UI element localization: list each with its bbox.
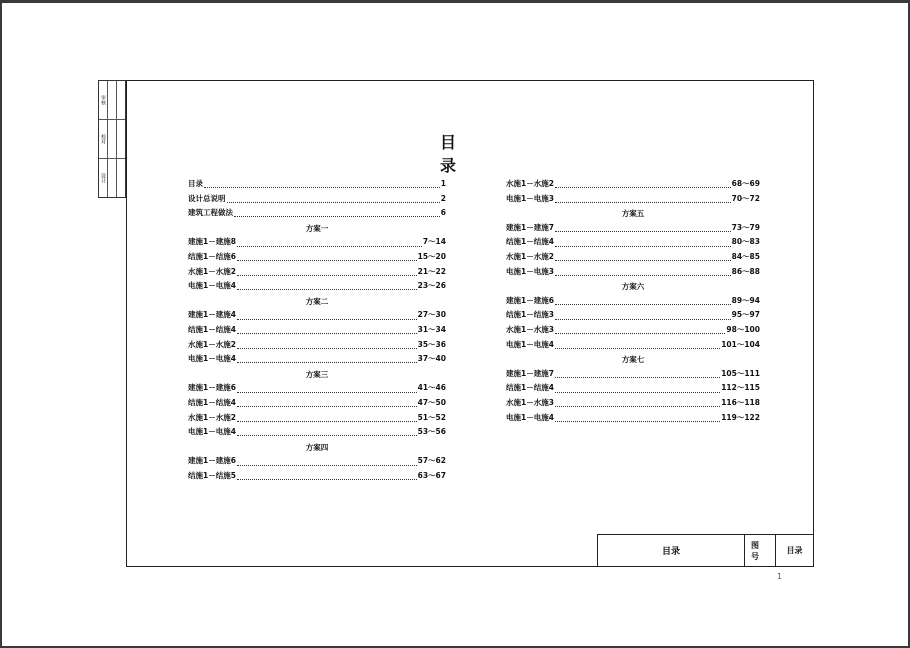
toc-entry [188, 178, 446, 193]
toc-entry [506, 397, 760, 412]
toc-leader-dots [237, 284, 417, 290]
toc-entry-label: 电施1－电施4 [506, 339, 554, 349]
toc-section-heading: 方案四 [305, 442, 329, 452]
toc-leader-dots [237, 255, 417, 261]
toc-entry-page: 84～85 [731, 251, 760, 261]
signature-cell [108, 120, 116, 159]
toc-entry [506, 324, 760, 339]
signature-column [99, 81, 108, 197]
toc-entry-label: 结施1－结施6 [188, 251, 236, 261]
toc-entry [506, 368, 760, 383]
toc-leader-dots [555, 416, 720, 422]
toc-entry [188, 397, 446, 412]
toc-entry [188, 193, 446, 208]
toc-section-heading: 方案三 [305, 369, 329, 379]
toc-entry-page: 57～62 [417, 456, 446, 466]
toc-entry-page: 89～94 [731, 295, 760, 305]
toc-entry [188, 455, 446, 470]
toc-entry-page: 21～22 [417, 266, 446, 276]
toc-entry-label: 水施1－水施3 [506, 324, 554, 334]
toc-entry [506, 193, 760, 208]
signature-cell: 校对 [99, 120, 107, 159]
toc-leader-dots [555, 328, 725, 334]
toc-entry [188, 324, 446, 339]
toc-entry [188, 280, 446, 295]
toc-entry-label: 结施1－结施5 [188, 470, 236, 480]
toc-entry-label: 建施1－建施6 [506, 295, 554, 305]
toc-entry-page: 101～104 [721, 339, 760, 349]
toc-entry-page: 119～122 [721, 412, 760, 422]
toc-entry [506, 412, 760, 427]
toc-entry-label: 结施1－结施4 [188, 397, 236, 407]
toc-leader-dots [555, 372, 720, 378]
toc-entry-page: 112～115 [721, 383, 760, 393]
toc-entry-page: 95～97 [731, 310, 760, 320]
toc-leader-dots [237, 270, 417, 276]
toc-leader-dots [555, 182, 731, 188]
toc-leader-dots [237, 474, 417, 480]
toc-entry-label: 结施1－结施4 [506, 237, 554, 247]
toc-leader-dots [204, 182, 440, 188]
toc-leader-dots [555, 387, 720, 393]
toc-leader-dots [555, 299, 731, 305]
toc-leader-dots [237, 328, 417, 334]
toc-entry-label: 电施1－电施4 [188, 281, 236, 291]
toc-entry-page: 23～26 [417, 281, 446, 291]
signature-column [117, 81, 125, 197]
toc-entry [188, 339, 446, 354]
toc-entry-page: 6 [440, 208, 446, 218]
toc-entry [506, 178, 760, 193]
title-block-label: 图号 [745, 535, 776, 566]
toc-entry-label: 结施1－结施3 [506, 310, 554, 320]
toc-entry-page: 27～30 [417, 310, 446, 320]
signature-cell [117, 120, 125, 159]
toc-leader-dots [237, 343, 417, 349]
toc-leader-dots [237, 314, 417, 320]
signature-cell [108, 159, 116, 197]
toc-entry-page: 63～67 [417, 470, 446, 480]
title-block [597, 534, 814, 567]
toc-entry-label: 电施1－电施4 [188, 427, 236, 437]
toc-leader-dots [555, 270, 731, 276]
toc-entry [188, 470, 446, 485]
toc-entry-page: 105～111 [721, 368, 760, 378]
toc-entry-page: 37～40 [417, 354, 446, 364]
title-block-value: 目录 [786, 546, 803, 555]
toc-section-heading: 方案六 [621, 282, 645, 292]
toc-entry-page: 41～46 [417, 383, 446, 393]
toc-entry-page: 68～69 [731, 179, 760, 188]
page-number: 1 [777, 572, 783, 581]
toc-entry [188, 207, 446, 222]
toc-entry [188, 309, 446, 324]
toc-entry [188, 353, 446, 368]
toc-leader-dots [555, 226, 731, 232]
toc-left-column [188, 178, 446, 484]
toc-entry [188, 251, 446, 266]
toc-entry-label: 建施1－建施4 [188, 310, 236, 320]
toc-entry-label: 电施1－电施3 [506, 193, 554, 203]
signature-column [108, 81, 117, 197]
toc-leader-dots [237, 460, 417, 466]
toc-leader-dots [555, 401, 720, 407]
toc-leader-dots [237, 387, 417, 393]
toc-section-heading: 方案一 [305, 223, 329, 233]
toc-entry-label: 水施1－水施2 [188, 412, 236, 422]
toc-entry-label: 结施1－结施4 [188, 324, 236, 334]
toc-leader-dots [555, 314, 731, 320]
toc-entry-page: 1 [440, 179, 446, 188]
toc-entry-page: 15～20 [417, 251, 446, 261]
toc-entry-page: 31～34 [417, 324, 446, 334]
toc-entry-label: 设计总说明 [188, 193, 226, 203]
toc-entry-label: 水施1－水施2 [506, 179, 554, 188]
toc-entry [506, 309, 760, 324]
toc-entry-label: 电施1－电施4 [188, 354, 236, 364]
toc-leader-dots [234, 211, 440, 217]
toc-entry-label: 电施1－电施3 [506, 266, 554, 276]
toc-entry [506, 339, 760, 354]
toc-leader-dots [237, 430, 417, 436]
toc-entry-label: 建施1－建施6 [188, 383, 236, 393]
toc-leader-dots [237, 416, 417, 422]
toc-entry-page: 7～14 [422, 237, 446, 247]
title-block-name: 目录 [598, 535, 745, 566]
toc-entry [188, 426, 446, 441]
toc-entry [188, 412, 446, 427]
toc-entry-page: 47～50 [417, 397, 446, 407]
signature-cell: 审核 [99, 81, 107, 120]
toc-leader-dots [237, 241, 422, 247]
toc-entry-label: 水施1－水施2 [188, 339, 236, 349]
signature-cell [108, 81, 116, 120]
toc-entry-page: 35～36 [417, 339, 446, 349]
toc-entry-label: 建施1－建施7 [506, 368, 554, 378]
page-title: 目 录 [440, 133, 491, 175]
toc-entry [188, 266, 446, 281]
toc-entry [506, 251, 760, 266]
toc-entry-page: 73～79 [731, 222, 760, 232]
toc-leader-dots [227, 197, 440, 203]
toc-right-column [506, 178, 760, 426]
toc-entry-label: 水施1－水施3 [506, 397, 554, 407]
toc-entry [506, 236, 760, 251]
signature-cell: 设计 [100, 173, 106, 183]
toc-entry-label: 电施1－电施4 [506, 412, 554, 422]
toc-entry [506, 295, 760, 310]
toc-entry-page: 98～100 [726, 324, 760, 334]
toc-leader-dots [555, 343, 720, 349]
toc-section-heading: 方案七 [621, 355, 645, 365]
toc-entry-page: 51～52 [417, 412, 446, 422]
toc-entry [188, 382, 446, 397]
toc-entry [506, 222, 760, 237]
signature-cell [117, 159, 125, 197]
toc-entry-label: 建筑工程做法 [188, 208, 233, 218]
toc-entry [506, 382, 760, 397]
toc-entry-page: 86～88 [731, 266, 760, 276]
toc-entry-page: 116～118 [721, 397, 760, 407]
toc-entry-page: 70～72 [731, 193, 760, 203]
toc-leader-dots [555, 197, 731, 203]
toc-entry-label: 建施1－建施6 [188, 456, 236, 466]
signature-strip [98, 80, 126, 198]
toc-leader-dots [555, 255, 731, 261]
toc-entry [506, 266, 760, 281]
toc-entry-label: 结施1－结施4 [506, 383, 554, 393]
toc-entry-label: 水施1－水施2 [188, 266, 236, 276]
toc-entry-label: 目录 [188, 179, 203, 188]
toc-leader-dots [237, 357, 417, 363]
toc-leader-dots [237, 401, 417, 407]
toc-section-heading: 方案五 [621, 209, 645, 219]
toc-entry-label: 建施1－建施7 [506, 222, 554, 232]
toc-section-heading: 方案二 [305, 296, 329, 306]
toc-entry-label: 水施1－水施2 [506, 251, 554, 261]
toc-leader-dots [555, 241, 731, 247]
toc-entry-page: 80～83 [731, 237, 760, 247]
toc-entry-label: 建施1－建施8 [188, 237, 236, 247]
toc-entry-page: 2 [440, 193, 446, 203]
toc-entry [188, 236, 446, 251]
signature-cell [117, 81, 125, 120]
toc-entry-page: 53～56 [417, 427, 446, 437]
